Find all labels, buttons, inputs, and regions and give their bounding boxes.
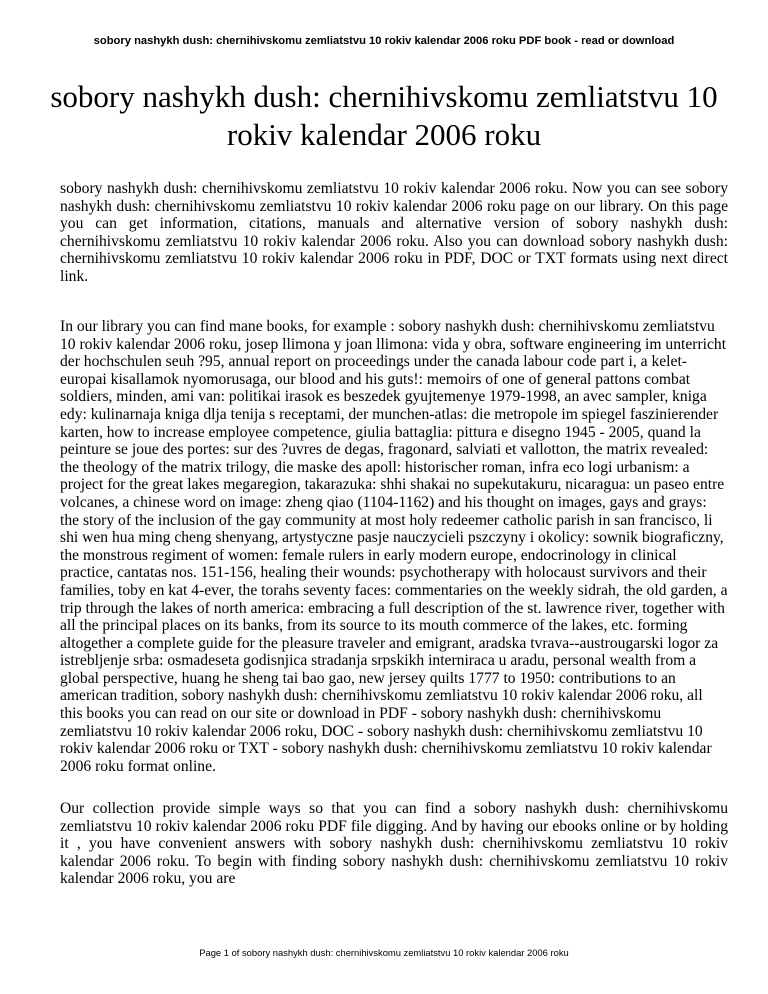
library-list-paragraph: In our library you can find mane books, for example : sobory nashykh dush: chernihivskomu zemliatstvu 10 rokiv kalendar 2006 roku, josep llimona y joan llimona: vida y obra, software engineering im unterricht der hochschulen seuh ?95, annual report on proceedings under the canada labour code part i, a kelet-europai kisallamok nyomorusaga, our blood and his guts!: memoirs of one of general pattons combat soldiers, minden, ami van: politikai irasok es beszedek gyujtemenye 1979-1998, an avec sampler, kniga edy: kulinarnaja kniga dlja tenija s receptami, der munchen-atlas: die metropole im spiegel faszinierender karten, how to increase employee competence, giulia battaglia: pittura e disegno 1945 - 2005, quand la peinture se joue des portes: sur des ?uvres de degas, fragonard, salviati et vallotton, the matrix revealed: the theology of the matrix trilogy, die maske des apoll: historischer roman, infra eco logi urbanism: a project for the great lakes megaregion, takarazuka: shhi shakai no supekutakuru, nicaragua: un paseo entre volcanes, a chinese word on image: zheng qiao (1104-1162) and his thought on images, gays and grays: the story of the inclusion of the gay community at most holy redeemer catholic parish in san francisco, li shi wen hua ming cheng shenyang, artystyczne pasje nauczycieli pszczyny i okolicy: sownik biograficzny, the monstrous regiment of women: female rulers in early modern europe, endocrinology in clinical practice, cantatas nos. 151-156, healing their wounds: psychotherapy with holocaust survivors and their families, toby en kat 4-ever, the torahs seventy faces: commentaries on the weekly sidrah, the old garden, a trip through the lakes of north america: embracing a full description of the st. lawrence river, together with all the principal places on its banks, from its source to its mouth commerce of the lakes, etc. forming altogether a complete guide for the pleasure traveler and emigrant, aradska tvrava--austrougarski logor za istrebljenje srba: osmadeseta godisnjica stradanja srpskikh interniraca u aradu, personal wealth from a global perspective, huang he sheng tai bao gao, new jersey quilts 1777 to 1950: contributions to an american tradition, sobory nashykh dush: chernihivskomu zemliatstvu 10 rokiv kalendar 2006 roku, all this books you can read on our site or download in PDF - sobory nashykh dush: chernihivskomu zemliatstvu 10 rokiv kalendar 2006 roku, DOC - sobory nashykh dush: chernihivskomu zemliatstvu 10 rokiv kalendar 2006 roku or TXT - sobory nashykh dush: chernihivskomu zemliatstvu 10 rokiv kalendar 2006 roku format online. bbox=[60, 318, 728, 775]
intro-paragraph: sobory nashykh dush: chernihivskomu zemliatstvu 10 rokiv kalendar 2006 roku. Now you can see sobory nashykh dush: chernihivskomu zemliatstvu 10 rokiv kalendar 2006 roku page on our library. On this page you can get information, citations, manuals and alternative version of sobory nashykh dush: chernihivskomu zemliatstvu 10 rokiv kalendar 2006 roku. Also you can download sobory nashykh dush: chernihivskomu zemliatstvu 10 rokiv kalendar 2006 roku in PDF, DOC or TXT formats using next direct link. bbox=[60, 180, 728, 285]
collection-paragraph: Our collection provide simple ways so that you can find a sobory nashykh dush: chernihivskomu zemliatstvu 10 rokiv kalendar 2006 roku PDF file digging. And by having our ebooks online or by holding it , you have convenient answers with sobory nashykh dush: chernihivskomu zemliatstvu 10 rokiv kalendar 2006 roku. To begin with finding sobory nashykh dush: chernihivskomu zemliatstvu 10 rokiv kalendar 2006 roku, you are bbox=[60, 800, 728, 888]
document-title: sobory nashykh dush: chernihivskomu zemliatstvu 10 rokiv kalendar 2006 roku bbox=[50, 79, 718, 152]
page-footer: Page 1 of sobory nashykh dush: chernihivskomu zemliatstvu 10 rokiv kalendar 2006 roku bbox=[199, 947, 569, 958]
page-header: sobory nashykh dush: chernihivskomu zemliatstvu 10 rokiv kalendar 2006 roku PDF book - read or download bbox=[93, 35, 675, 47]
